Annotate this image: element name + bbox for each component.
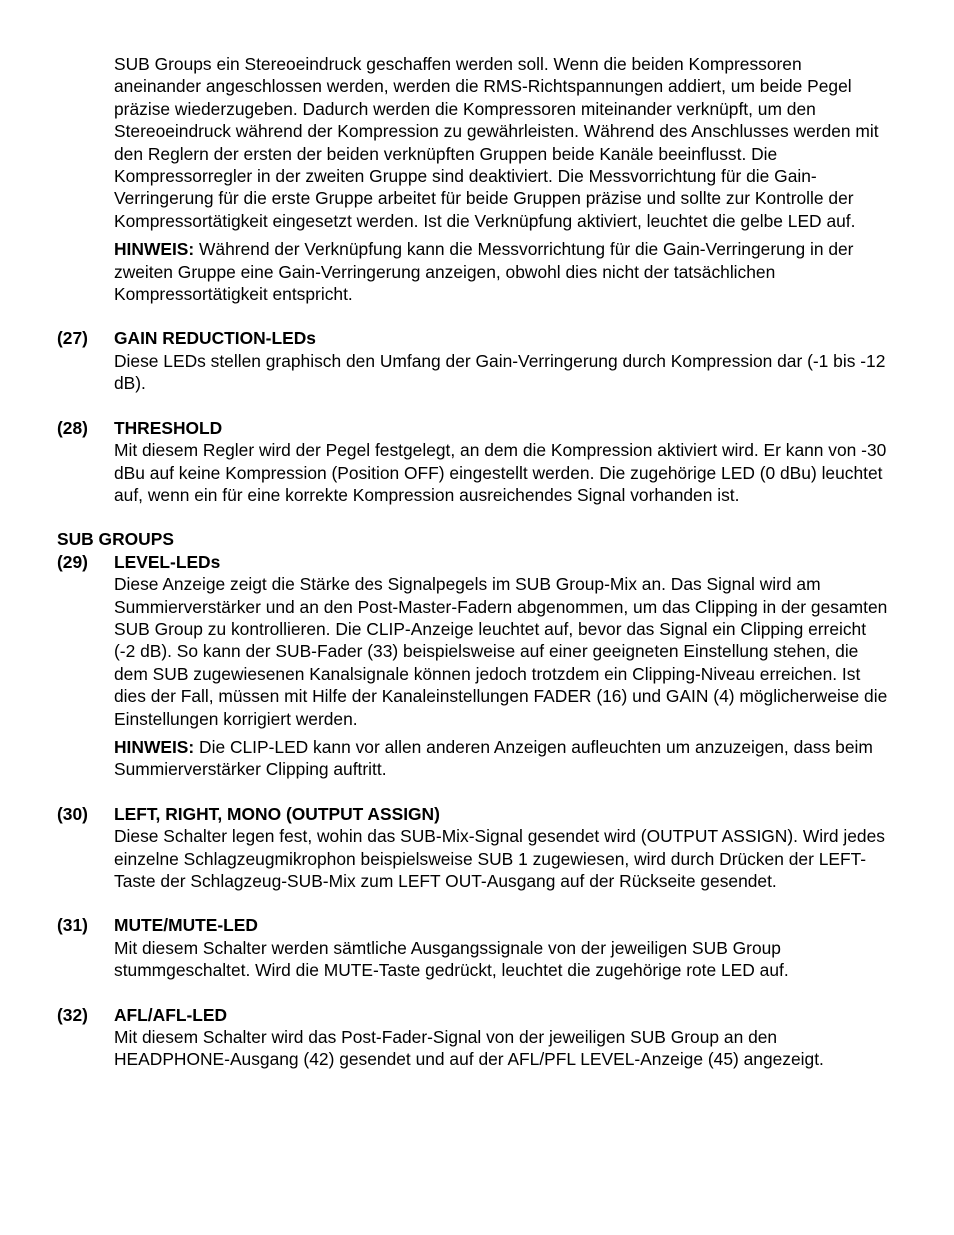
item-title: MUTE/MUTE-LED (114, 915, 258, 936)
item-32 (0, 1004, 954, 1071)
item-number: (32) (57, 1004, 88, 1025)
item-heading (0, 327, 954, 349)
item-title: AFL/AFL-LED (114, 1004, 228, 1025)
intro-note (114, 238, 892, 305)
item-body: Mit diesem Regler wird der Pegel festgelegt, an dem die Kompression aktiviert wird. Er kann von -30 dBu auf keine Kompression (Position OFF) eingestellt werden. Die zugehörige LED (0 dBu) leuchtet auf, wenn ein für eine korrekte Kompression ausreichendes Signal vorhanden ist. (114, 440, 887, 505)
note-label: HINWEIS: (114, 736, 195, 757)
item-27 (0, 327, 954, 394)
item-number: (31) (57, 915, 88, 936)
item-body: Diese Schalter legen fest, wohin das SUB-Mix-Signal gesendet wird (OUTPUT ASSIGN). Wird jedes einzelne Schlagzeugmikrophon beispielsweise SUB 1 zugewiesen, wird durch Drücken der LEFT-Taste der Schlagzeug-SUB-Mix zum LEFT OUT-Ausgang auf der Rückseite gesendet. (114, 826, 885, 891)
item-note (114, 736, 892, 781)
item-number: (30) (57, 803, 88, 824)
item-30 (0, 803, 954, 893)
item-heading (0, 803, 954, 825)
note-text: Die CLIP-LED kann vor allen anderen Anzeigen aufleuchten um anzuzeigen, dass beim Summierverstärker Clipping auftritt. (114, 736, 873, 780)
item-body: Diese LEDs stellen graphisch den Umfang der Gain-Verringerung durch Kompression dar (-1 bis -12 dB). (114, 350, 886, 394)
item-title: THRESHOLD (114, 417, 223, 438)
item-number: (28) (57, 417, 88, 438)
note-label: HINWEIS: (114, 239, 195, 260)
intro-paragraph: SUB Groups ein Stereoeindruck geschaffen werden soll. Wenn die beiden Kompressoren aneinander angeschlossen werden, werden die RMS-Richtspannungen addiert, um beide Pegel präzise wiederzugeben. Dadurch werden die Kompressoren miteinander verknüpft, um den Stereoeindruck während der Kompression zu gewährleisten. Während des Anschlusses werden mit den Reglern der ersten der beiden verknüpften Gruppen beide Kanäle beeinflusst. Die Kompressorregler in der zweiten Gruppe sind deaktiviert. Die Messvorrichtung für die Gain-Verringerung für die erste Gruppe arbeitet für beide Gruppen präzise und sollte zur Kontrolle der Kompressortätigkeit eingesetzt werden. Ist die Verknüpfung aktiviert, leuchtet die gelbe LED auf. (114, 54, 879, 231)
item-28 (0, 417, 954, 507)
item-body: Mit diesem Schalter werden sämtliche Ausgangssignale von der jeweiligen SUB Group stummgeschaltet. Wird die MUTE-Taste gedrückt, leuchtet die zugehörige rote LED auf. (114, 937, 789, 981)
item-number: (29) (57, 551, 88, 572)
item-31 (0, 914, 954, 981)
item-heading (0, 551, 954, 573)
item-heading (0, 417, 954, 439)
item-29 (0, 551, 954, 781)
item-heading (0, 1004, 954, 1026)
item-title: GAIN REDUCTION-LEDs (114, 328, 316, 349)
note-text: Während der Verknüpfung kann die Messvorrichtung für die Gain-Verringerung in der zweiten Gruppe eine Gain-Verringerung anzeigen, obwohl dies nicht der tatsächlichen Kompressortätigkeit entspricht. (114, 239, 854, 305)
item-body: Diese Anzeige zeigt die Stärke des Signalpegels im SUB Group-Mix an. Das Signal wird am Summierverstärker und an den Post-Master-Fadern abgenommen, um das Clipping in der gesamten SUB Group zu kontrollieren. Die CLIP-Anzeige leuchtet auf, bevor das Signal ein Clipping erreicht (-2 dB). So kann der SUB-Fader (33) beispielsweise auf einer geeigneten Einstellung stehen, die dem SUB zugewiesenen Kanalsignale können jedoch trotzdem ein Clipping-Niveau erreichen. Ist dies der Fall, müssen mit Hilfe der Kanaleinstellungen FADER (16) und GAIN (4) möglicherweise die Einstellungen korrigiert werden. (114, 574, 888, 729)
document-page (0, 53, 954, 1071)
item-title: LEVEL-LEDs (114, 551, 221, 572)
item-heading (0, 914, 954, 936)
item-body: Mit diesem Schalter wird das Post-Fader-Signal von der jeweiligen SUB Group an den HEADPHONE-Ausgang (42) gesendet und auf der AFL/PFL LEVEL-Anzeige (45) angezeigt. (114, 1027, 824, 1070)
section-heading-sub-groups: SUB GROUPS (57, 529, 174, 550)
item-title: LEFT, RIGHT, MONO (OUTPUT ASSIGN) (114, 803, 440, 824)
item-number: (27) (57, 328, 88, 349)
